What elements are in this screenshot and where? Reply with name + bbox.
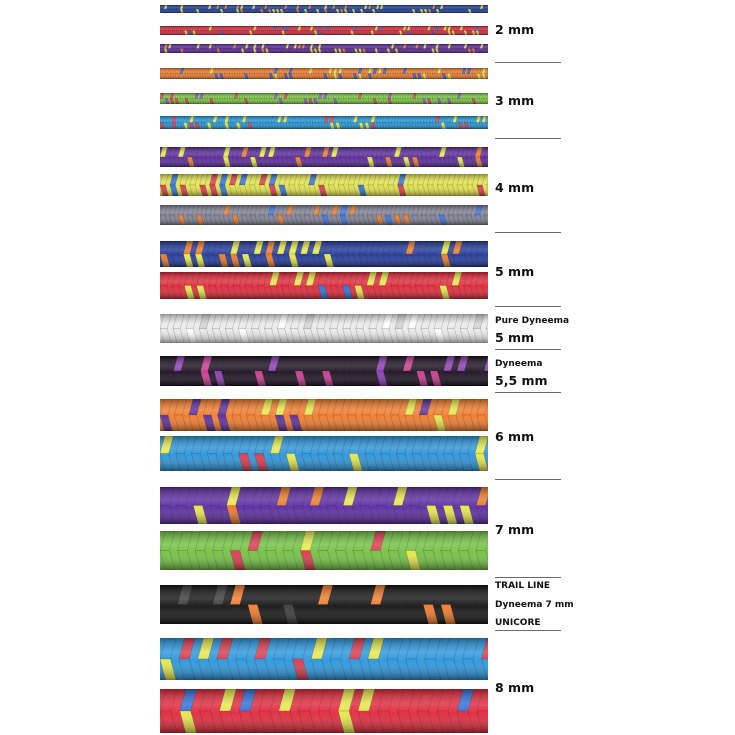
separator — [495, 577, 561, 578]
label-5mm: 5 mm — [495, 264, 535, 279]
rope-sample — [148, 272, 499, 299]
rope-sample — [142, 531, 508, 570]
label-7mm: 7 mm — [495, 522, 535, 537]
label-pure-dyneema-size: 5 mm — [495, 330, 535, 345]
label-3mm: 3 mm — [495, 93, 535, 108]
label-trail-line: TRAIL LINE — [495, 581, 551, 591]
rope-sample — [156, 26, 492, 35]
rope-sample — [151, 147, 501, 167]
rope-sample — [142, 585, 508, 624]
label-dyneema: Dyneema — [495, 359, 543, 369]
rope-sample — [144, 436, 504, 471]
separator — [495, 349, 561, 350]
rope-sample — [155, 93, 496, 104]
rope-sample — [156, 44, 492, 53]
label-unicore: UNICORE — [495, 618, 541, 628]
rope-sample — [155, 68, 496, 79]
rope-sample — [147, 356, 509, 386]
separator — [495, 232, 561, 233]
rope-sample — [146, 399, 504, 431]
label-dyneema-size: 5,5 mm — [495, 373, 548, 388]
separator — [495, 479, 561, 480]
separator — [495, 392, 561, 393]
separator — [495, 138, 561, 139]
label-trail-line-dyneema: Dyneema 7 mm — [495, 600, 574, 610]
rope-sample — [143, 487, 507, 524]
rope-sample — [141, 638, 516, 680]
rope-sample — [140, 689, 513, 733]
separator — [495, 306, 561, 307]
label-2mm: 2 mm — [495, 22, 535, 37]
label-pure-dyneema: Pure Dyneema — [495, 316, 570, 326]
rope-sample — [154, 116, 498, 129]
rope-sample — [147, 314, 510, 343]
rope-sample — [148, 241, 509, 267]
separator — [495, 62, 561, 63]
rope-sample — [151, 205, 501, 225]
label-4mm: 4 mm — [495, 180, 535, 195]
label-6mm: 6 mm — [495, 429, 535, 444]
rope-sample — [150, 174, 505, 196]
separator — [495, 630, 561, 631]
label-8mm: 8 mm — [495, 680, 535, 695]
rope-sample — [156, 5, 491, 13]
